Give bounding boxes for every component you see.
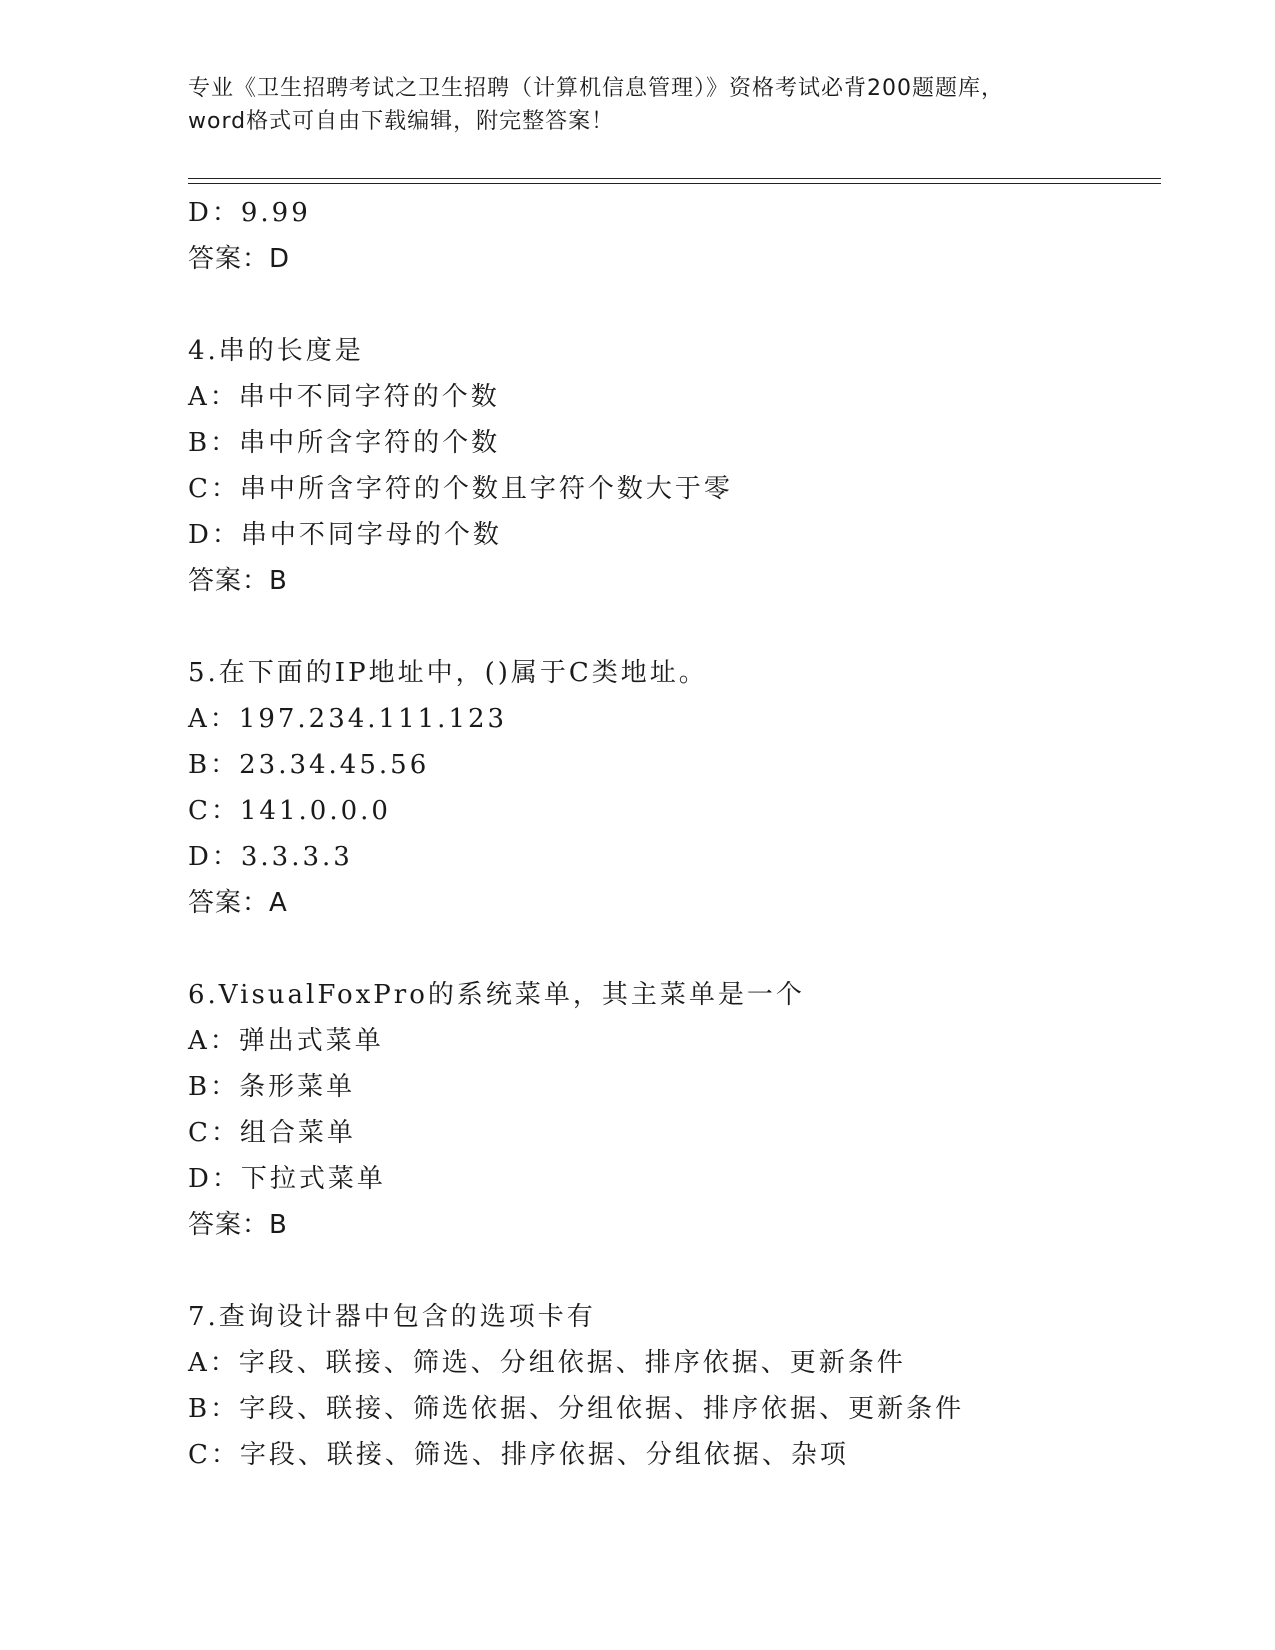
document-header	[188, 72, 1088, 138]
spacer	[188, 926, 1148, 972]
header-divider-bottom	[188, 183, 1161, 184]
header-line-1: 专业《卫生招聘考试之卫生招聘（计算机信息管理）》资格考试必背200题题库，	[188, 76, 1004, 101]
option-d: D：9.99	[188, 198, 311, 228]
header-line-2: word格式可自由下载编辑，附完整答案！	[188, 109, 615, 134]
option-c: C：组合菜单	[188, 1118, 356, 1148]
header-divider-top	[188, 178, 1161, 179]
spacer	[188, 282, 1148, 328]
question-text: 6.VisualFoxPro的系统菜单，其主菜单是一个	[188, 980, 805, 1010]
answer-line: 答案：D	[188, 244, 291, 274]
option-a: A：串中不同字符的个数	[188, 382, 500, 412]
option-a: A：弹出式菜单	[188, 1026, 384, 1056]
option-d: D：串中不同字母的个数	[188, 520, 502, 550]
spacer	[188, 604, 1148, 650]
answer-line: 答案：A	[188, 888, 288, 918]
answer-line: 答案：B	[188, 566, 288, 596]
question-text: 5.在下面的IP地址中，()属于C类地址。	[188, 658, 708, 688]
option-c: C：串中所含字符的个数且字符个数大于零	[188, 474, 733, 504]
answer-line: 答案：B	[188, 1210, 288, 1240]
spacer	[188, 1248, 1148, 1294]
option-b: B：23.34.45.56	[188, 750, 430, 780]
option-b: B：串中所含字符的个数	[188, 428, 501, 458]
option-b: B：字段、联接、筛选依据、分组依据、排序依据、更新条件	[188, 1394, 965, 1424]
option-d: D：3.3.3.3	[188, 842, 353, 872]
option-a: A：字段、联接、筛选、分组依据、排序依据、更新条件	[188, 1348, 906, 1378]
question-list	[188, 190, 1148, 1478]
option-c: C：141.0.0.0	[188, 796, 391, 826]
option-d: D：下拉式菜单	[188, 1164, 386, 1194]
option-c: C：字段、联接、筛选、排序依据、分组依据、杂项	[188, 1440, 849, 1470]
option-b: B：条形菜单	[188, 1072, 356, 1102]
question-text: 4.串的长度是	[188, 336, 364, 366]
option-a: A：197.234.111.123	[188, 704, 508, 734]
question-text: 7.查询设计器中包含的选项卡有	[188, 1302, 596, 1332]
